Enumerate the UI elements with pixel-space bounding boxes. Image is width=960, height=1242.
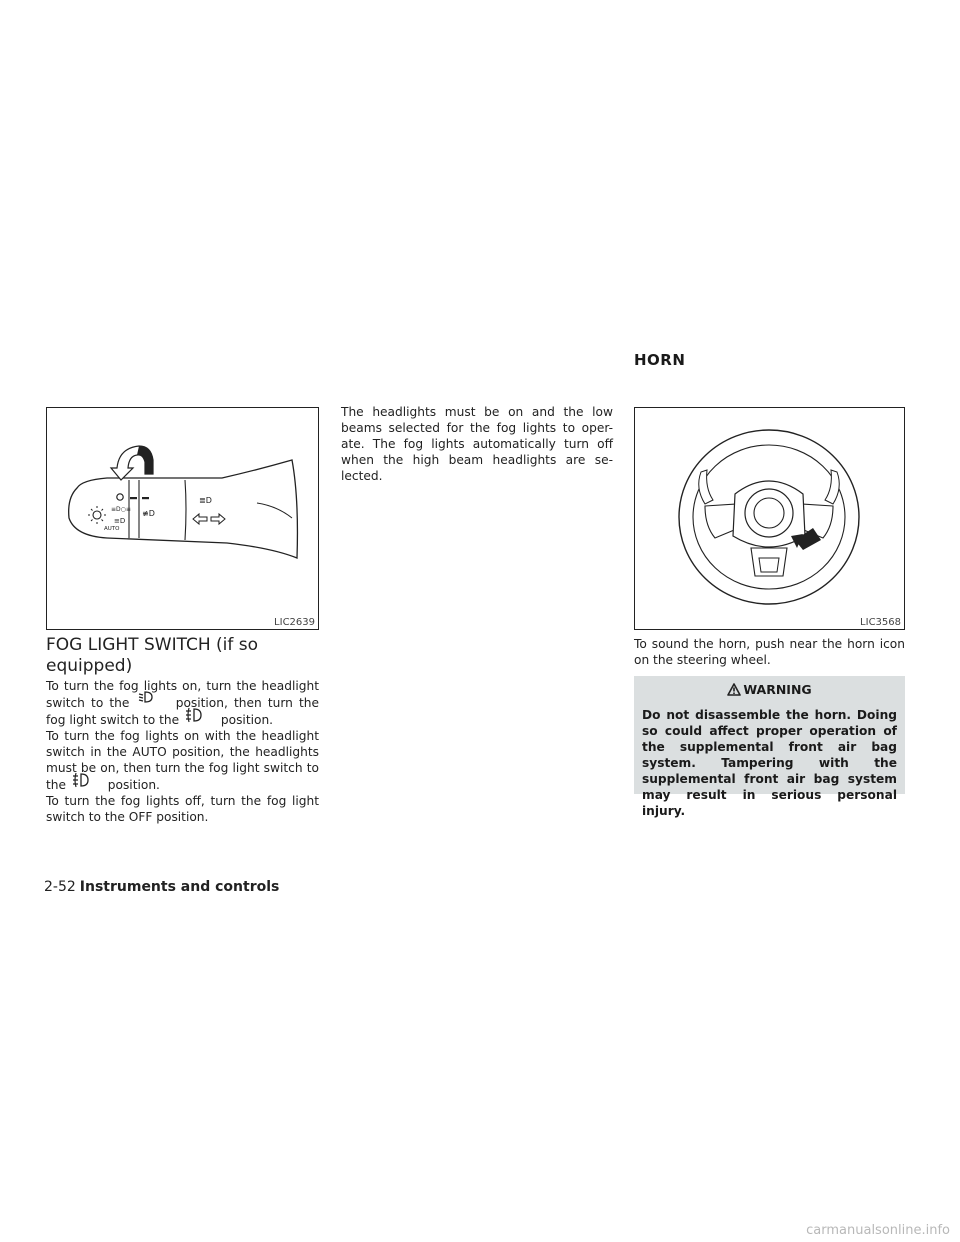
figure-code: LIC3568 <box>860 617 901 628</box>
fog-p1-c: position. <box>220 713 274 727</box>
svg-text:≡D○≡: ≡D○≡ <box>111 506 131 513</box>
fog-paragraph-2 <box>46 728 319 793</box>
svg-text:≡D: ≡D <box>114 517 126 525</box>
fog-p2-a: To turn the fog lights on with the headlight switch in the AUTO position, the headlights must be on, then turn the fog light switch to the <box>46 729 319 792</box>
warning-box <box>634 676 905 818</box>
fog-paragraph-1 <box>46 678 319 728</box>
fog-light-heading: FOG LIGHT SWITCH (if so equipped) <box>46 635 259 676</box>
fog-light-switch-figure <box>46 407 319 630</box>
svg-text:≣D: ≣D <box>199 496 212 505</box>
middle-paragraph: The headlights must be on and the low beams selected for the fog lights to oper-ate. The fog lights automatically turn off when the high beam headlights are se-lected. <box>341 405 613 483</box>
page-number: 2-52 <box>44 879 76 895</box>
warning-label: WARNING <box>743 682 812 697</box>
fog-p1-a: To turn the fog lights on, turn the headlight switch to the <box>46 679 319 710</box>
fog-light-icon <box>183 711 217 725</box>
warning-text: Do not disassemble the horn. Doing so could affect proper operation of the supplemental front air bag system. Tampering with the supplemental front air bag system may result in serious personal injury. <box>642 708 897 818</box>
footer-section-title: Instruments and controls <box>79 879 280 895</box>
svg-text:≢D: ≢D <box>142 509 155 518</box>
figure-code: LIC2639 <box>274 617 315 628</box>
warning-triangle-icon <box>727 683 741 696</box>
headlight-low-beam-icon <box>136 694 170 708</box>
fog-p2-b: position. <box>107 778 160 792</box>
fog-light-lever-illustration <box>47 408 320 631</box>
auto-label: AUTO <box>104 526 120 532</box>
steering-wheel-illustration <box>635 408 906 631</box>
watermark: carmanualsonline.info <box>806 1223 950 1238</box>
horn-instructions: To sound the horn, push near the horn icon on the steering wheel. <box>634 637 905 667</box>
warning-header <box>642 682 897 697</box>
fog-p1-b: position, then turn the fog light switch to the <box>46 696 319 727</box>
fog-light-instructions <box>46 678 319 825</box>
horn-heading: HORN <box>634 351 686 369</box>
fog-paragraph-3: To turn the fog lights off, turn the fog light switch to the OFF position. <box>46 794 319 824</box>
horn-figure <box>634 407 905 630</box>
fog-light-icon <box>70 776 104 790</box>
page-footer <box>44 879 279 895</box>
